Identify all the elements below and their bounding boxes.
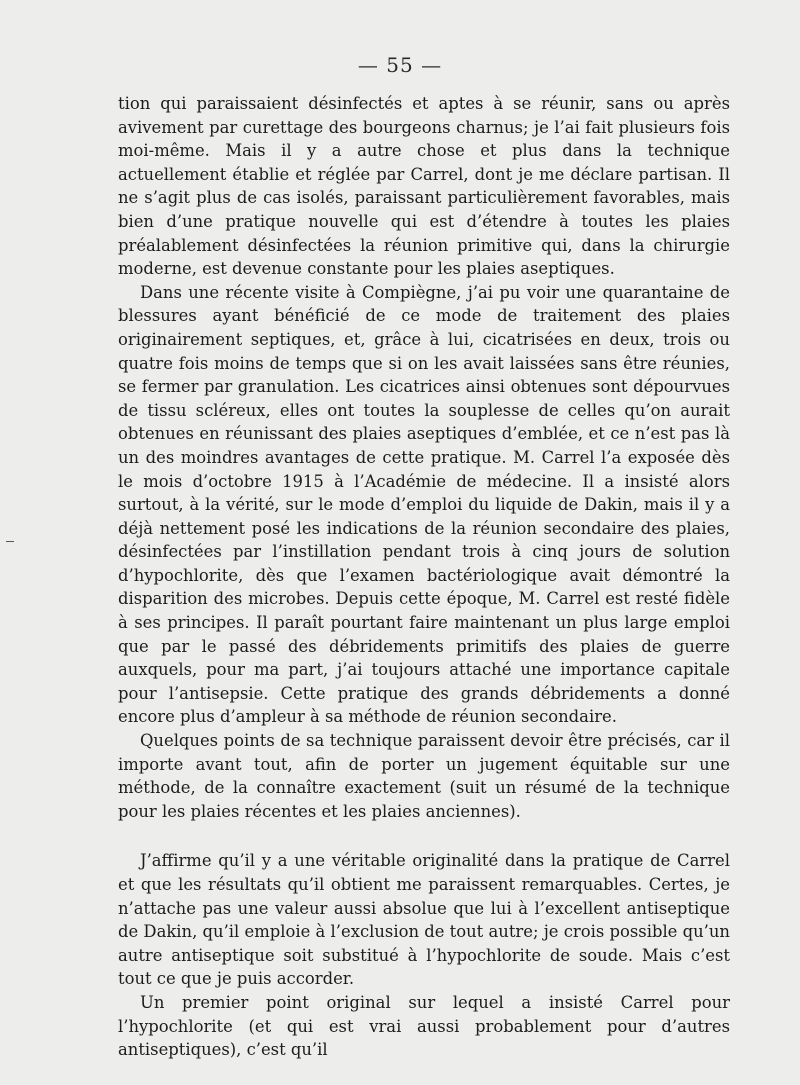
paragraph-2: Dans une récente visite à Compiègne, j’ai pu voir une quarantaine de blessures ayant bénéficié de ce mode de traitement des plaies originairement septiques, et, grâce à lui, cicatrisées en deux, trois ou quatre fois moins de temps que si on les avait laissées sans être réunies, se fermer par granulation. Les cicatrices ainsi obtenues sont dépourvues de tissu scléreux, elles ont toutes la souplesse de celles qu’on aurait obtenues en réunissant des plaies aseptiques d’emblée, et ce n’est pas là un des moindres avantages de cette pratique. M. Carrel l’a exposée dès le mois d’octobre 1915 à l’Académie de médecine. Il a insisté alors surtout, à la vérité, sur le mode d’emploi du liquide de Dakin, mais il y a déjà nettement posé les indications de la réunion secondaire des plaies, désinfectées par l’instillation pendant trois à cinq jours de solution d’hypochlorite, dès que l’examen bactériologique avait démontré la disparition des microbes. Depuis cette époque, M. Carrel est resté fidèle à ses principes. Il paraît pourtant faire maintenant un plus large emploi que par le passé des débridements primitifs des plaies de guerre auxquels, pour ma part, j’ai toujours attaché une importance capitale pour l’antisepsie. Cette pratique des grands débridements a donné encore plus d’ampleur à sa méthode de réunion secondaire. [118,282,730,727]
paragraph-3: Quelques points de sa technique paraissent devoir être précisés, car il importe avant tout, afin de porter un jugement équitable sur une méthode, de la connaître exactement (suit un résumé de la technique pour les plaies récentes et les plaies anciennes). [118,731,730,821]
paragraph-5: Un premier point original sur lequel a insisté Carrel pour l’hypochlorite (et qui est vrai aussi probablement pour d’autres antiseptiques), c’est qu’il [118,992,730,1060]
page-number: — 55 — [357,53,443,77]
paragraph-1: tion qui paraissaient désinfectés et aptes à se réunir, sans ou après avivement par curettage des bourgeons charnus; je l’ai fait plusieurs fois moi-même. Mais il y a autre chose et plus dans la technique actuellement établie et réglée par Carrel, dont je me déclare partisan. Il ne s’agit plus de cas isolés, paraissant particulièrement favorables, mais bien d’une pratique nouvelle qui est d’étendre à toutes les plaies préalablement désinfectées la réunion primitive qui, dans la chirurgie moderne, est devenue constante pour les plaies aseptiques. [118,94,730,279]
paragraph-4: J’affirme qu’il y a une véritable originalité dans la pratique de Carrel et que les résultats qu’il obtient me paraissent remarquables. Certes, je n’attache pas une valeur aussi absolue que lui à l’excellent antiseptique de Dakin, qu’il emploie à l’exclusion de tout autre; je crois possible qu’un autre antiseptique soit substitué à l’hypochlorite de soude. Mais c’est tout ce que je puis accorder. [118,851,730,989]
body-text [118,92,730,1062]
margin-mark [6,541,14,542]
